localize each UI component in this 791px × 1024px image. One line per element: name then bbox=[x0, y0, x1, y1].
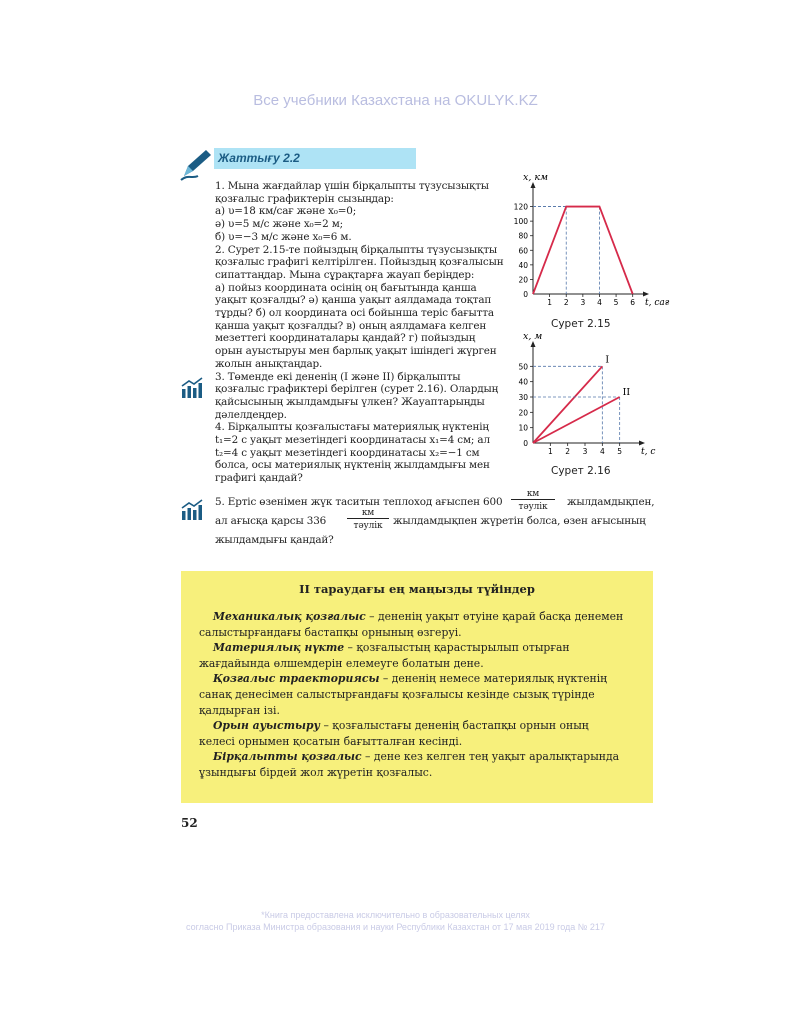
y-axis-label: x, км bbox=[523, 172, 548, 183]
task5-line2-start: ал ағысқа қарсы 336 bbox=[215, 515, 327, 527]
y-axis-label: x, м bbox=[523, 331, 543, 342]
text-line: графигі қандай? bbox=[215, 472, 303, 485]
x-tick-label: 1 bbox=[547, 447, 553, 456]
summary-line: жағдайында өлшемдерін елемеуге болатын дене. bbox=[199, 656, 484, 670]
summary-term: Материялық нүкте bbox=[213, 641, 345, 655]
pen-icon bbox=[178, 146, 214, 186]
figure-2-15-chart bbox=[505, 172, 670, 331]
fraction-numerator: км bbox=[511, 489, 555, 500]
summary-line: Орын ауыстыру – қозғалыстағы дененің бастапқы орнын оның bbox=[213, 719, 589, 733]
y-tick-label: 10 bbox=[518, 423, 528, 433]
footer-line-2: согласно Приказа Министра образования и науки Республики Казахстан от 17 мая 2019 года № 217 bbox=[186, 922, 605, 932]
y-tick-label: 20 bbox=[518, 408, 528, 418]
text-line: болса, осы материялық нүктенің жылдамдығы мен bbox=[215, 459, 490, 472]
text-line: қозғалыс графигі келтірілген. Пойыздың қозғалысын bbox=[215, 256, 504, 269]
y-tick-label: 80 bbox=[518, 231, 528, 241]
x-tick-label: 4 bbox=[599, 447, 605, 456]
text-line: 1. Мына жағдайлар үшін бірқалыпты түзусызықты bbox=[215, 180, 489, 192]
text-line: 3. Төменде екі дененің (I және II) бірқалыпты bbox=[215, 370, 461, 383]
x-axis-arrow bbox=[643, 292, 649, 297]
summary-line: Қозғалыс траекториясы – дененің немесе материялық нүктенің bbox=[213, 672, 608, 686]
page-number: 52 bbox=[181, 816, 198, 830]
x-tick-label: 2 bbox=[563, 298, 569, 307]
x-tick-label: 3 bbox=[582, 447, 588, 456]
summary-line: қалдырған ізі. bbox=[199, 703, 280, 717]
y-tick-label: 40 bbox=[518, 260, 528, 270]
summary-line: санақ денесімен салыстырғандағы қозғалысы кезінде сызық түрінде bbox=[199, 688, 595, 701]
task5-after1: жылдамдықпен, bbox=[567, 496, 655, 508]
y-tick-label: 100 bbox=[513, 217, 528, 227]
x-tick-label: 3 bbox=[580, 298, 586, 307]
x-tick-label: 4 bbox=[597, 298, 602, 307]
series-label: II bbox=[622, 387, 631, 398]
watermark-top: Все учебники Казахстана на OKULYK.KZ bbox=[253, 92, 538, 109]
x-axis-arrow bbox=[639, 441, 645, 446]
summary-line: ұзындығы бірдей жол жүретін қозғалыс. bbox=[199, 766, 433, 779]
difficulty-chart-icon bbox=[180, 498, 204, 526]
series-label: I bbox=[605, 354, 610, 366]
y-tick-label: 0 bbox=[523, 439, 528, 448]
summary-term: Механикалық қозғалыс bbox=[213, 610, 366, 623]
y-tick-label: 60 bbox=[518, 246, 528, 256]
text-line: t₁=2 с уақыт мезетіндегі координатасы x₁=4 см; ал bbox=[215, 434, 490, 446]
task5-line3: жылдамдығы қандай? bbox=[215, 534, 334, 546]
text-line: қанша уақыт қозғалды? в) оның аялдамаға келген bbox=[215, 319, 487, 332]
summary-line: келесі орнымен қосатын бағытталған кесінді. bbox=[199, 734, 463, 748]
summary-line: Бірқалыпты қозғалыс – дене кез келген тең уақыт аралықтарында bbox=[213, 750, 620, 764]
text-line: 4. Бірқалыпты қозғалыстағы материялық нүктенің bbox=[215, 421, 489, 434]
y-tick-label: 40 bbox=[518, 377, 528, 387]
figure-2-16-caption: Сурет 2.16 bbox=[551, 465, 611, 477]
text-line: тұрды? б) ол координата осі бойынша теріс бағытта bbox=[215, 307, 494, 319]
summary-line: салыстырғандағы бастапқы орнының өзгеруі. bbox=[199, 625, 462, 639]
series-line-I bbox=[533, 366, 602, 443]
task5-after2: жылдамдықпен жүретін болса, өзен ағысының bbox=[393, 515, 646, 527]
text-line: ә) υ=5 м/с және x₀=2 м; bbox=[215, 218, 344, 231]
text-line: сипаттаңдар. Мына сұрақтарға жауап беріңдер: bbox=[215, 268, 475, 281]
series-line-II bbox=[533, 397, 620, 443]
text-line: қайсысының жылдамдығы үлкен? Жауаптарыңды bbox=[215, 395, 485, 408]
summary-term: Орын ауыстыру bbox=[213, 719, 321, 733]
summary-line: Материялық нүкте – қозғалыстың қарастырылып отырған bbox=[213, 641, 570, 655]
text-line: жолын анықтаңдар. bbox=[215, 357, 323, 370]
x-axis-label: t, сағ bbox=[645, 298, 670, 308]
footer-line-1: *Книга предоставлена исключительно в образовательных целях bbox=[261, 910, 530, 920]
fraction-denominator: тәулік bbox=[353, 521, 383, 531]
text-line: дәлелдеңдер. bbox=[215, 408, 287, 421]
task5-start: 5. Ертіс өзенімен жүк таситын теплоход ағыспен 600 bbox=[215, 496, 503, 508]
text-line: қозғалыс графиктері берілген (сурет 2.16). Олардың bbox=[215, 383, 499, 396]
text-line: уақыт қозғалды? ә) қанша уақыт аялдамада тоқтап bbox=[215, 294, 492, 307]
text-line: орын ауыстыруы мен барлық уақыт ішіндегі жүрген bbox=[215, 345, 497, 358]
x-tick-label: 5 bbox=[613, 298, 619, 307]
fraction-numerator: км bbox=[347, 508, 389, 519]
text-line: қозғалыс графиктерін сызыңдар: bbox=[215, 192, 394, 205]
text-line: а) υ=18 км/сағ және x₀=0; bbox=[215, 205, 357, 218]
summary-term: Бірқалыпты қозғалыс bbox=[213, 750, 362, 764]
y-tick-label: 0 bbox=[523, 290, 528, 299]
figure-2-15-caption: Сурет 2.15 bbox=[551, 318, 611, 330]
summary-term: Қозғалыс траекториясы bbox=[213, 672, 380, 686]
y-tick-label: 20 bbox=[518, 275, 528, 285]
x-tick-label: 5 bbox=[617, 447, 623, 456]
x-tick-label: 6 bbox=[630, 298, 636, 307]
text-line: 2. Сурет 2.15-те пойыздың бірқалыпты түзусызықты bbox=[215, 243, 498, 256]
x-tick-label: 1 bbox=[547, 298, 553, 307]
y-tick-label: 50 bbox=[518, 362, 528, 372]
text-line: мезеттегі координаталары қандай? г) пойыздың bbox=[215, 332, 476, 345]
summary-title: II тараудағы ең маңызды түйіндер bbox=[299, 582, 535, 596]
text-line: а) пойыз координата осінің оң бағытында қанша bbox=[215, 281, 477, 294]
text-line: б) υ=−3 м/с және x₀=6 м. bbox=[215, 230, 352, 243]
text-line: t₂=4 с уақыт мезетіндегі координатасы x₂=−1 см bbox=[215, 446, 480, 459]
y-tick-label: 120 bbox=[513, 202, 528, 212]
y-tick-label: 30 bbox=[518, 393, 528, 402]
task-5 bbox=[215, 490, 655, 550]
figure-2-16-chart bbox=[505, 331, 656, 479]
fraction-denominator: тәулік bbox=[518, 502, 548, 512]
summary-line: Механикалық қозғалыс – дененің уақыт өтуіне қарай басқа денемен bbox=[213, 610, 624, 623]
x-axis-label: t, с bbox=[641, 447, 656, 457]
exercise-title: Жаттығу 2.2 bbox=[218, 151, 300, 165]
difficulty-chart-icon bbox=[180, 376, 204, 404]
x-tick-label: 2 bbox=[565, 447, 571, 456]
series-line-train bbox=[533, 207, 633, 294]
